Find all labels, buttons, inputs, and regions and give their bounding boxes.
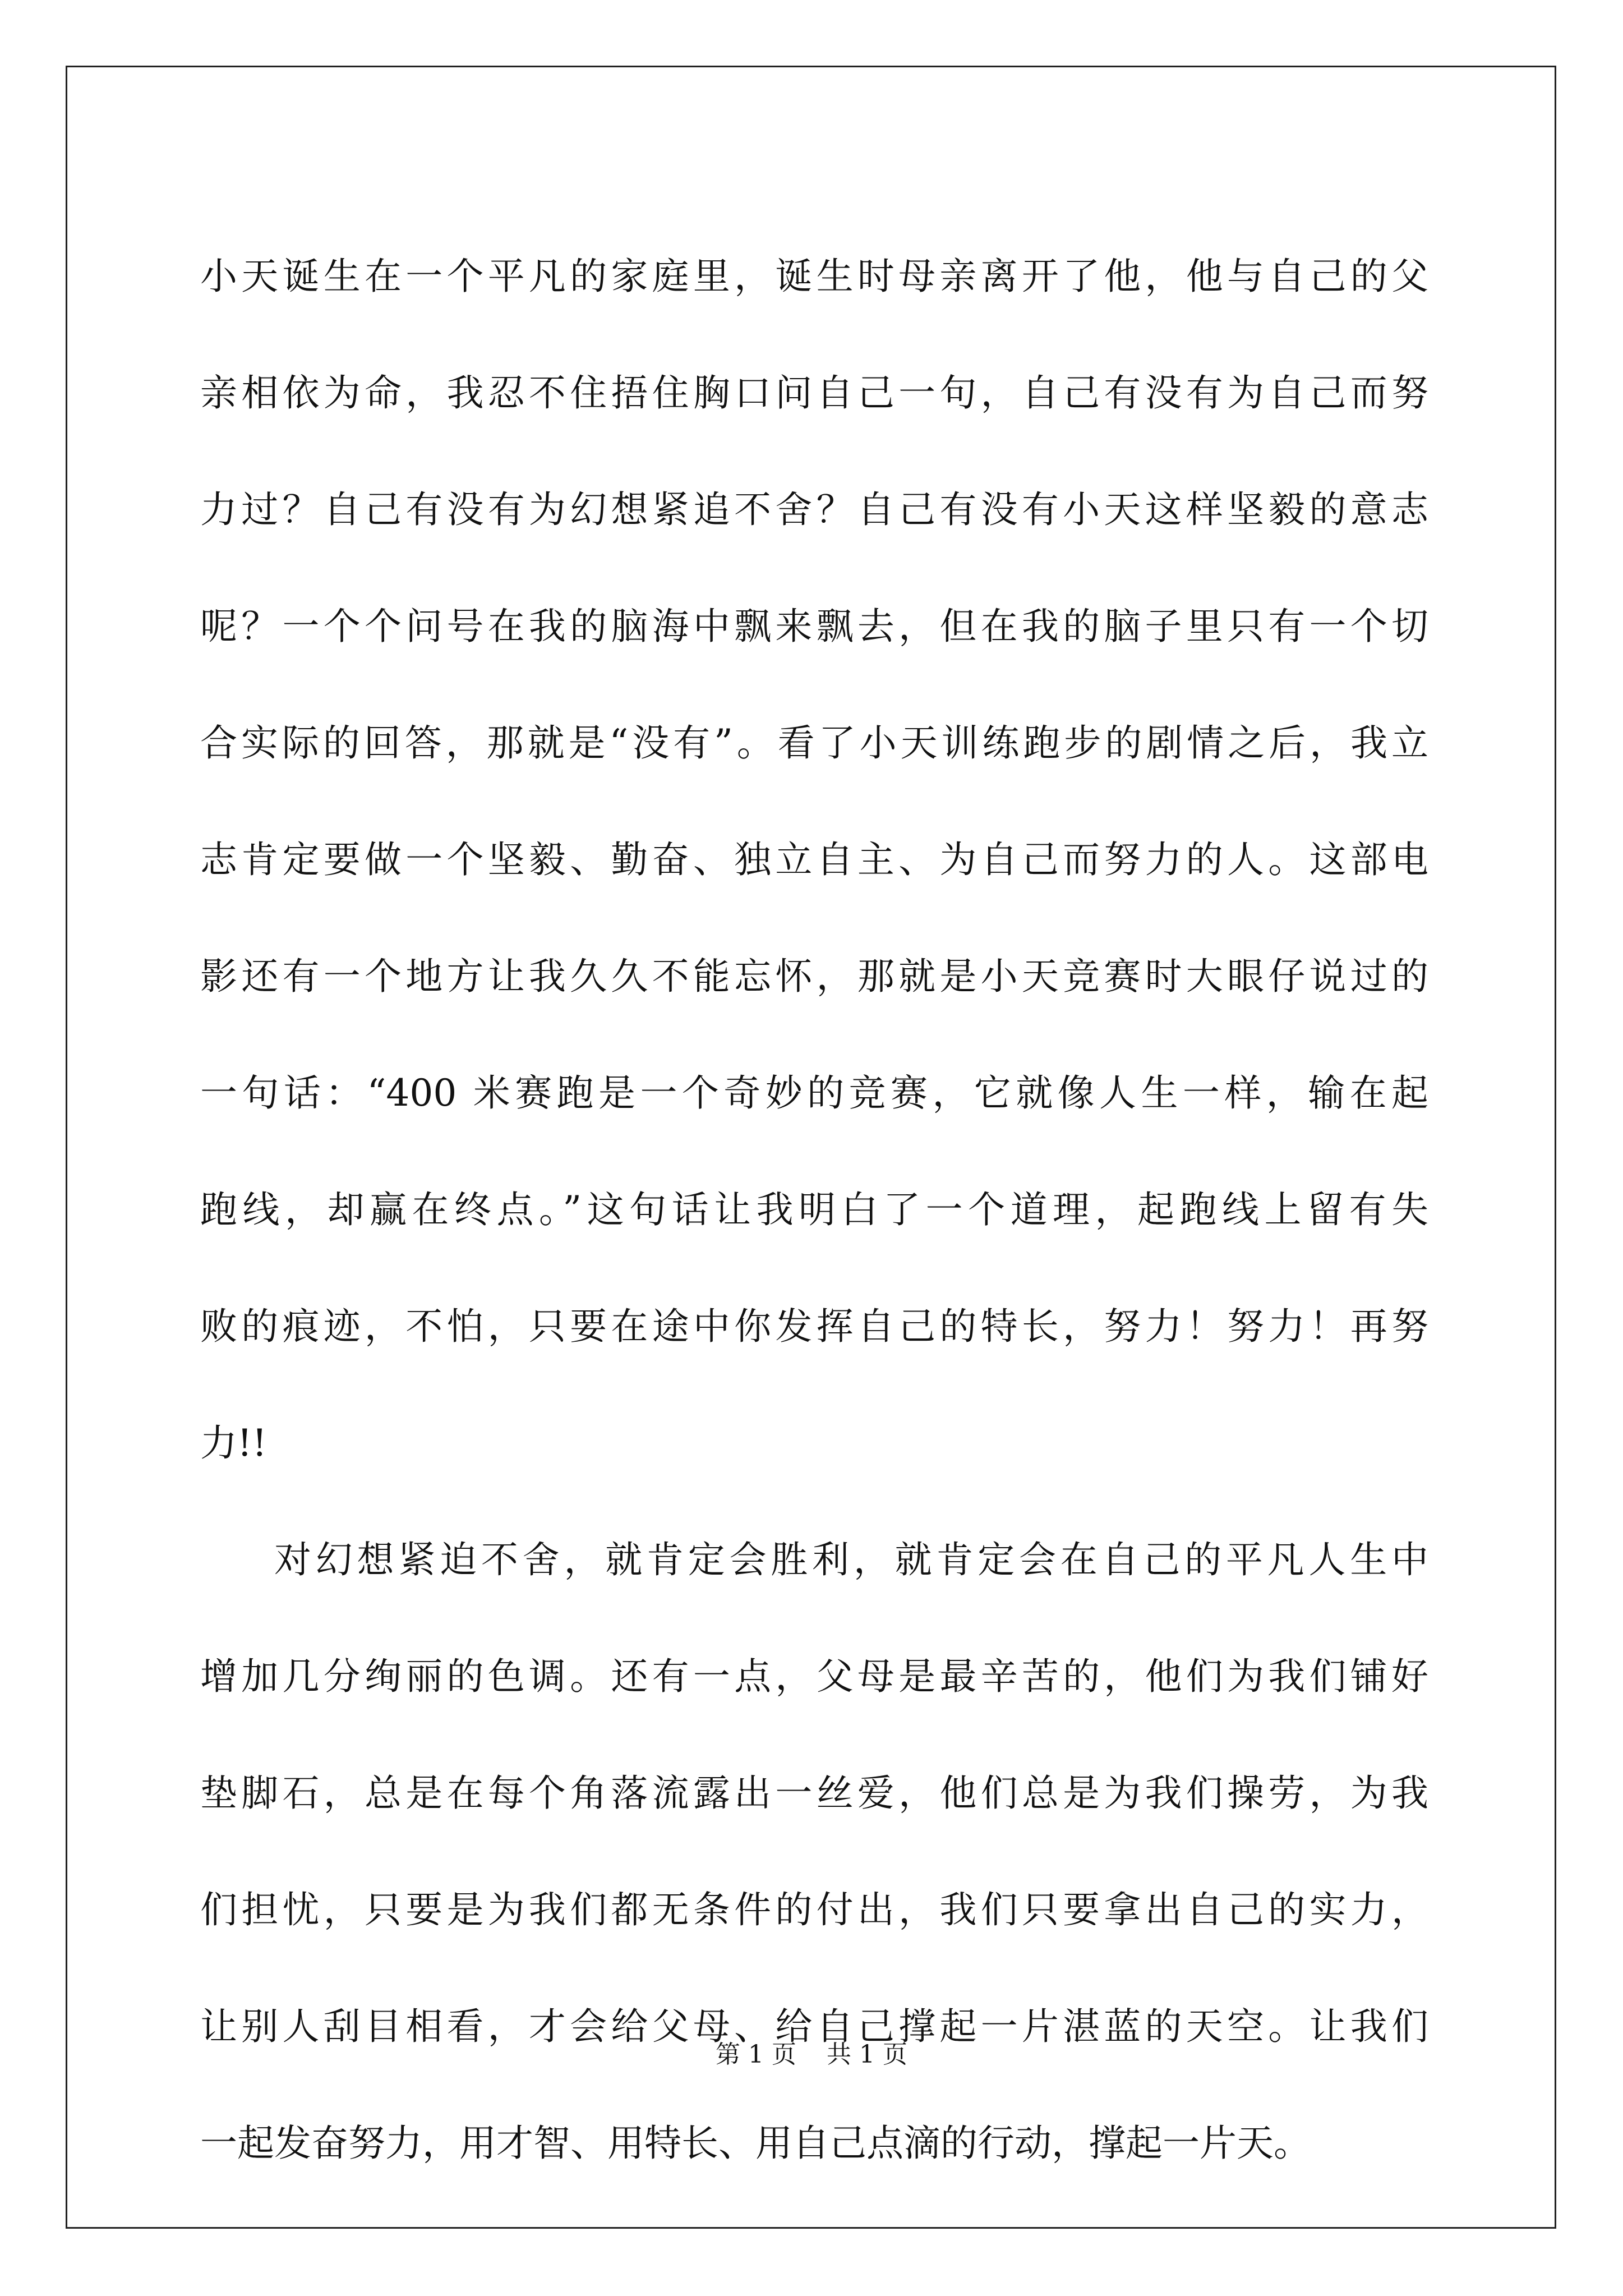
paragraph-1-line-4: 呢？一个个问号在我的脑海中飘来飘去，但在我的脑子里只有一个切: [200, 604, 1428, 648]
document-body: [200, 214, 1428, 2198]
page-footer: [0, 2034, 1623, 2070]
paragraph-1-line-3: 力过？自己有没有为幻想紧追不舍？自己有没有小天这样坚毅的意志: [200, 487, 1428, 531]
paragraph-2-line-6: 一起发奋努力，用才智、用特长、用自己点滴的行动，撑起一片天。: [200, 2121, 1311, 2165]
paragraph-1-line-10: 败的痕迹，不怕，只要在途中你发挥自己的特长，努力！努力！再努: [200, 1304, 1428, 1348]
paragraph-1-line-5: 合实际的回答，那就是“没有”。看了小天训练跑步的剧情之后，我立: [200, 721, 1428, 765]
paragraph-2-line-2: 增加几分绚丽的色调。还有一点，父母是最辛苦的，他们为我们铺好: [200, 1654, 1428, 1698]
paragraph-2-line-3: 垫脚石，总是在每个角落流露出一丝爱，他们总是为我们操劳，为我: [200, 1771, 1428, 1815]
paragraph-1-line-6: 志肯定要做一个坚毅、勤奋、独立自主、为自己而努力的人。这部电: [200, 838, 1428, 881]
paragraph-1-line-2: 亲相依为命，我忍不住捂住胸口问自己一句，自己有没有为自己而努: [200, 371, 1428, 415]
paragraph-1-line-11: 力!!: [200, 1421, 268, 1465]
paragraph-1-line-1: 小天诞生在一个平凡的家庭里，诞生时母亲离开了他，他与自己的父: [200, 254, 1428, 298]
paragraph-1-line-7: 影还有一个地方让我久久不能忘怀，那就是小天竞赛时大眼仔说过的: [200, 954, 1428, 998]
paragraph-1-line-8: 一句话：“400 米赛跑是一个奇妙的竞赛，它就像人生一样，输在起: [200, 1071, 1428, 1115]
paragraph-1-line-9: 跑线，却赢在终点。”这句话让我明白了一个道理，起跑线上留有失: [200, 1188, 1428, 1231]
paragraph-2-line-5: 让别人刮目相看，才会给父母、给自己撑起一片湛蓝的天空。让我们: [200, 2004, 1428, 2048]
paragraph-2-line-4: 们担忧，只要是为我们都无条件的付出，我们只要拿出自己的实力，: [200, 1888, 1428, 1931]
page-number: 第 1 页: [716, 2040, 796, 2069]
paragraph-2-line-1: 对幻想紧迫不舍，就肯定会胜利，就肯定会在自己的平凡人生中: [274, 1538, 1428, 1581]
page-total: 共 1 页: [827, 2040, 907, 2069]
